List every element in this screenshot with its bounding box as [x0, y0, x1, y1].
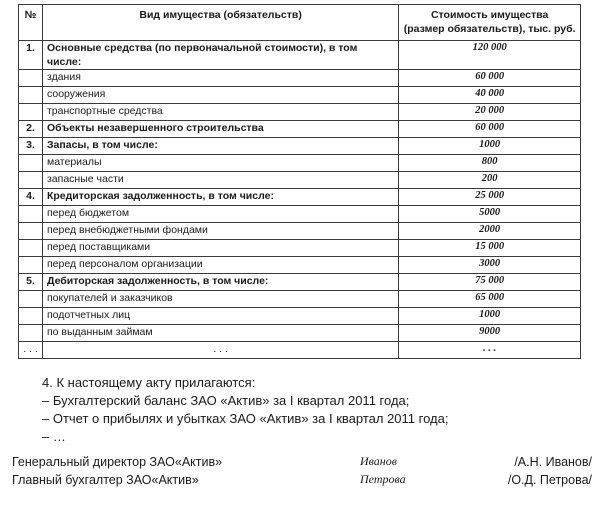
row-value: 60 000 [399, 70, 581, 87]
signature-row-accountant [12, 473, 592, 491]
handwritten-signature: Петрова [360, 472, 406, 486]
header-value [399, 5, 581, 41]
row-value: 20 000 [399, 104, 581, 121]
table-row [19, 308, 581, 325]
signer-role: Генеральный директор ЗАО«Актив» [12, 455, 223, 469]
row-property-name: здания [42, 70, 398, 87]
row-value: 120 000 [399, 41, 581, 70]
row-number [19, 291, 43, 308]
row-property-name: Дебиторская задолженность, в том числе: [42, 274, 398, 291]
row-number [19, 257, 43, 274]
row-number [19, 172, 43, 189]
row-number: 3. [19, 138, 43, 155]
row-value: 800 [399, 155, 581, 172]
property-table [18, 4, 581, 359]
row-number [19, 70, 43, 87]
row-property-name: покупателей и заказчиков [42, 291, 398, 308]
table-row [19, 240, 581, 257]
row-number: 2. [19, 121, 43, 138]
header-value-line2: (размер обязательств), тыс. руб. [403, 23, 576, 35]
row-number [19, 223, 43, 240]
header-value-line1: Стоимость имущества [430, 9, 549, 21]
row-number [19, 206, 43, 223]
row-property-name: перед бюджетом [42, 206, 398, 223]
table-row [19, 41, 581, 70]
row-number [19, 308, 43, 325]
table-row [19, 257, 581, 274]
row-value: 9000 [399, 325, 581, 342]
row-property-name: запасные части [42, 172, 398, 189]
row-property-name: перед персоналом организации [42, 257, 398, 274]
table-row [19, 87, 581, 104]
attachments-intro: 4. К настоящему акту прилагаются: [42, 375, 256, 390]
row-value: 25 000 [399, 189, 581, 206]
signer-name: /О.Д. Петрова/ [507, 473, 592, 487]
table-row [19, 104, 581, 121]
row-property-name: Запасы, в том числе: [42, 138, 398, 155]
table-header-row [19, 5, 581, 41]
row-property-name: Основные средства (по первоначальной стоимости), в том числе: [42, 41, 398, 70]
row-value: 2000 [399, 223, 581, 240]
row-number: . . . [19, 342, 43, 359]
row-property-name: перед поставщиками [42, 240, 398, 257]
row-number [19, 155, 43, 172]
table-row [19, 342, 581, 359]
row-property-name: сооружения [42, 87, 398, 104]
header-number: № [19, 5, 43, 41]
row-value: 200 [399, 172, 581, 189]
attachment-item: – Отчет о прибылях и убытках ЗАО «Актив» за I квартал 2011 года; [42, 411, 449, 426]
row-value: 60 000 [399, 121, 581, 138]
row-number: 4. [19, 189, 43, 206]
table-row [19, 325, 581, 342]
row-property-name: . . . [42, 342, 398, 359]
signer-role: Главный бухгалтер ЗАО«Актив» [12, 473, 199, 487]
row-property-name: материалы [42, 155, 398, 172]
table-row [19, 189, 581, 206]
table-row [19, 206, 581, 223]
row-value: 75 000 [399, 274, 581, 291]
table-row [19, 223, 581, 240]
table-row [19, 121, 581, 138]
header-property-type: Вид имущества (обязательств) [42, 5, 398, 41]
attachment-item: – Бухгалтерский баланс ЗАО «Актив» за I квартал 2011 года; [42, 393, 410, 408]
handwritten-signature: Иванов [360, 454, 397, 468]
row-value: 3000 [399, 257, 581, 274]
row-value: 1000 [399, 138, 581, 155]
row-property-name: подотчетных лиц [42, 308, 398, 325]
table-row [19, 172, 581, 189]
table-row [19, 138, 581, 155]
row-number [19, 325, 43, 342]
row-number [19, 104, 43, 121]
row-property-name: Кредиторская задолженность, в том числе: [42, 189, 398, 206]
row-property-name: Объекты незавершенного строительства [42, 121, 398, 138]
row-number: 5. [19, 274, 43, 291]
row-value: . . . [399, 342, 581, 359]
row-property-name: перед внебюджетными фондами [42, 223, 398, 240]
row-value: 1000 [399, 308, 581, 325]
table-row [19, 291, 581, 308]
row-number: 1. [19, 41, 43, 70]
signature-row-director [12, 455, 592, 473]
table-row [19, 274, 581, 291]
row-number [19, 87, 43, 104]
row-value: 40 000 [399, 87, 581, 104]
row-property-name: транспортные средства [42, 104, 398, 121]
row-property-name: по выданным займам [42, 325, 398, 342]
table-row [19, 155, 581, 172]
signer-name: /А.Н. Иванов/ [514, 455, 592, 469]
row-value: 5000 [399, 206, 581, 223]
row-value: 65 000 [399, 291, 581, 308]
row-value: 15 000 [399, 240, 581, 257]
attachments-section [42, 374, 448, 446]
table-row [19, 70, 581, 87]
row-number [19, 240, 43, 257]
attachment-item: – … [42, 429, 66, 444]
